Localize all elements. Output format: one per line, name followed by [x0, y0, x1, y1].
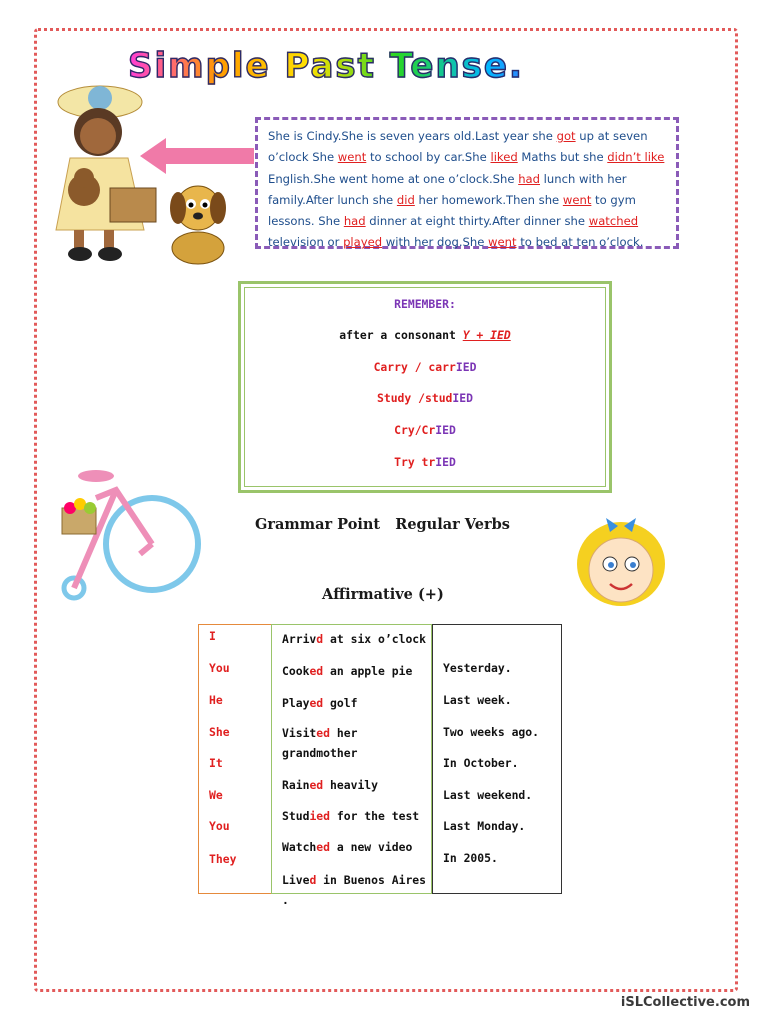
rule-value: Y + IED [462, 328, 511, 342]
verb-cell: Studied for the test [282, 809, 420, 823]
pronoun-cell: I [209, 629, 216, 643]
story-text: Maths but she [517, 150, 608, 165]
verb-column [271, 624, 432, 907]
example-2: Study /studIED [376, 391, 473, 405]
story-text: lunch with her family.After lunch she [268, 171, 627, 207]
past-verb: played [343, 235, 383, 250]
verb-cell: Arrivd at six o’clock [282, 632, 427, 646]
story-text: television or [268, 235, 344, 250]
affirmative-heading: Affirmative (+) [322, 586, 444, 603]
time-cell: Yesterday. [443, 661, 512, 675]
example-3: Cry/CrIED [394, 423, 456, 437]
remember-inner-frame [244, 287, 606, 487]
story-text: to gym lessons. She [268, 192, 636, 229]
story-text: dinner at eight thirty.After dinner she [365, 214, 589, 229]
example-4: Try trIED [394, 455, 456, 469]
time-cell: In October. [443, 756, 519, 770]
girl-with-bear-illustration [48, 80, 160, 270]
verb-cell: Rained heavily [282, 778, 379, 792]
pronoun-column [198, 624, 272, 894]
story-paragraph [255, 117, 679, 249]
time-cell: Last week. [443, 693, 512, 707]
verb-cell: Played golf [282, 696, 358, 710]
story-text: English.She went home at one o’clock.She [268, 171, 519, 186]
remember-heading: REMEMBER: [394, 297, 456, 311]
verb-cell: Watched a new video [282, 840, 413, 854]
time-cell: In 2005. [443, 851, 498, 865]
dog-illustration [158, 178, 240, 270]
girl-face-illustration [566, 514, 676, 610]
past-verb: watched [588, 214, 639, 229]
past-verb: went [337, 150, 367, 165]
grammar-point-heading: Grammar Point Regular Verbs [255, 516, 510, 533]
past-verb: went [562, 192, 592, 207]
example-1: Carry / carrIED [373, 360, 477, 374]
story-text: She is Cindy.She is seven years old.Last year she [268, 129, 557, 143]
time-cell: Two weeks ago. [443, 725, 540, 739]
remember-box [238, 281, 612, 493]
past-verb: went [488, 235, 517, 250]
pronoun-cell: It [209, 756, 223, 770]
verb-cell: Visited her grandmother [282, 726, 358, 760]
pronoun-cell: He [209, 693, 223, 707]
time-expression-column [432, 624, 562, 894]
story-text: to bed at ten o’clock. [516, 235, 644, 250]
pronoun-cell: You [209, 819, 230, 833]
rule-prefix: after a consonant [339, 328, 463, 342]
pronoun-cell: We [209, 788, 223, 802]
time-cell: Last weekend. [443, 788, 533, 802]
past-verb: didn’t like [607, 150, 665, 165]
pronoun-cell: They [209, 852, 237, 866]
page-title: Simple Past Tense. [128, 46, 668, 94]
past-verb: got [556, 129, 576, 143]
past-verb: did [396, 192, 415, 207]
time-cell: Last Monday. [443, 819, 526, 833]
past-verb: liked [490, 150, 518, 165]
verb-cell: Cooked an apple pie [282, 664, 413, 678]
past-verb: had [343, 214, 366, 229]
story-text: to school by car.She [366, 150, 491, 165]
remember-rule [245, 328, 605, 342]
bicycle-illustration [56, 468, 206, 608]
story-text: her homework.Then she [414, 192, 563, 207]
past-verb: had [518, 171, 540, 186]
site-watermark[interactable]: iSLCollective.com [620, 995, 750, 1010]
verb-cell: Lived in Buenos Aires . [282, 873, 427, 907]
pronoun-cell: She [209, 725, 230, 739]
story-text: with her dog.She [382, 235, 489, 250]
pronoun-cell: You [209, 661, 230, 675]
story-text: up at seven o’clock She [268, 129, 648, 165]
pink-arrow-icon [140, 138, 254, 174]
